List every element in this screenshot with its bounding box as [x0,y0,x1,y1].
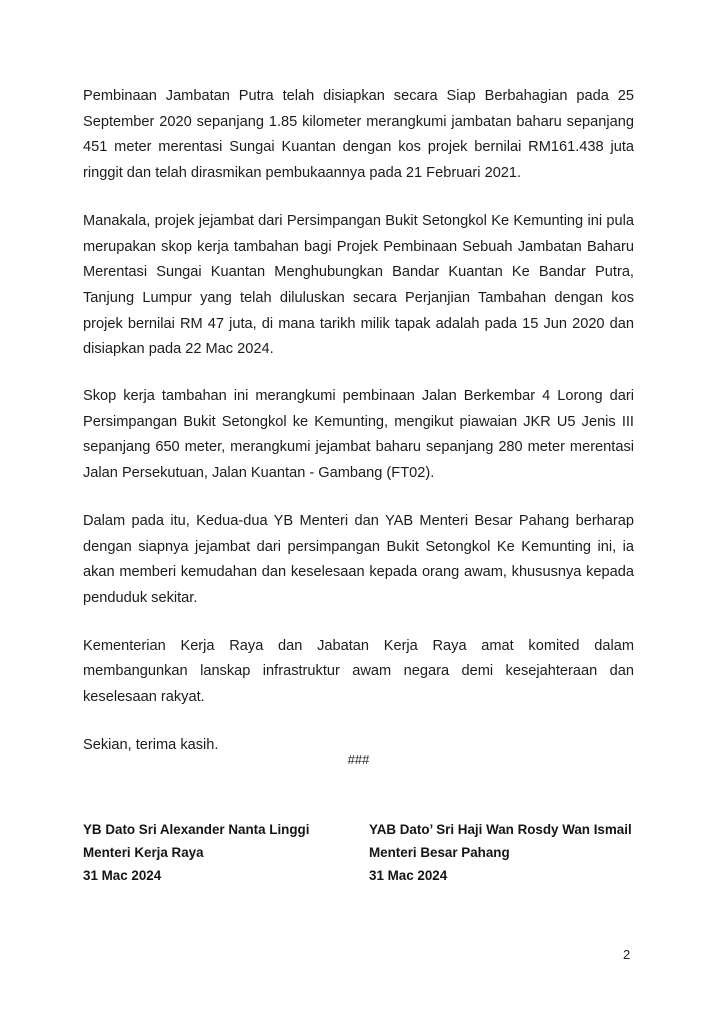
closing-line: Sekian, terima kasih. [83,736,219,753]
document-body [83,84,634,758]
signatory-title: Menteri Kerja Raya [83,845,204,860]
signatory-date: 31 Mac 2024 [83,868,162,883]
paragraph-harapan-menteri: Dalam pada itu, Kedua-dua YB Menteri dan YAB Menteri Besar Pahang berharap dengan siapnya jejambat dari persimpangan Bukit Setongkol Ke Kemunting ini, ia akan memberi kemudahan dan keselesaan kepada orang awam, khususnya kepada penduduk sekitar. [83,512,634,606]
signatory-date: 31 Mac 2024 [369,868,448,883]
signature-block-left [83,818,309,887]
end-of-release-mark: ### [347,752,370,767]
paragraph-skop-kerja: Skop kerja tambahan ini merangkumi pembinaan Jalan Berkembar 4 Lorong dari Persimpangan Bukit Setongkol ke Kemunting, mengikut piawaian JKR U5 Jenis III sepanjang 650 meter, merangkumi jejambat baharu sepanjang 280 meter merentasi Jalan Persekutuan, Jalan Kuantan - Gambang (FT02). [83,388,634,482]
page-number: 2 [623,947,631,962]
paragraph-projek-jejambat: Manakala, projek jejambat dari Persimpangan Bukit Setongkol Ke Kemunting ini pula merupakan skop kerja tambahan bagi Projek Pembinaan Sebuah Jambatan Baharu Merentasi Sungai Kuantan Menghubungkan Bandar Kuantan Ke Bandar Putra, Tanjung Lumpur yang telah diluluskan secara Perjanjian Tambahan dengan kos projek bernilai RM 47 juta, di mana tarikh milik tapak adalah pada 15 Jun 2020 dan disiapkan pada 22 Mac 2024. [83,212,634,358]
signatory-name: YAB Dato’ Sri Haji Wan Rosdy Wan Ismail [369,822,632,837]
signature-block-right [369,818,632,887]
signatory-title: Menteri Besar Pahang [369,845,510,860]
paragraph-komitmen-kkr: Kementerian Kerja Raya dan Jabatan Kerja Raya amat komited dalam membangunkan lanskap infrastruktur awam negara demi kesejahteraan dan keselesaan rakyat. [83,637,634,706]
signatory-name: YB Dato Sri Alexander Nanta Linggi [83,822,310,837]
paragraph-jambatan-putra: Pembinaan Jambatan Putra telah disiapkan secara Siap Berbahagian pada 25 September 2020 sepanjang 1.85 kilometer merangkumi jambatan baharu sepanjang 451 meter merentasi Sungai Kuantan dengan kos projek bernilai RM161.438 juta ringgit dan telah dirasmikan pembukaannya pada 21 Februari 2021. [83,88,634,182]
